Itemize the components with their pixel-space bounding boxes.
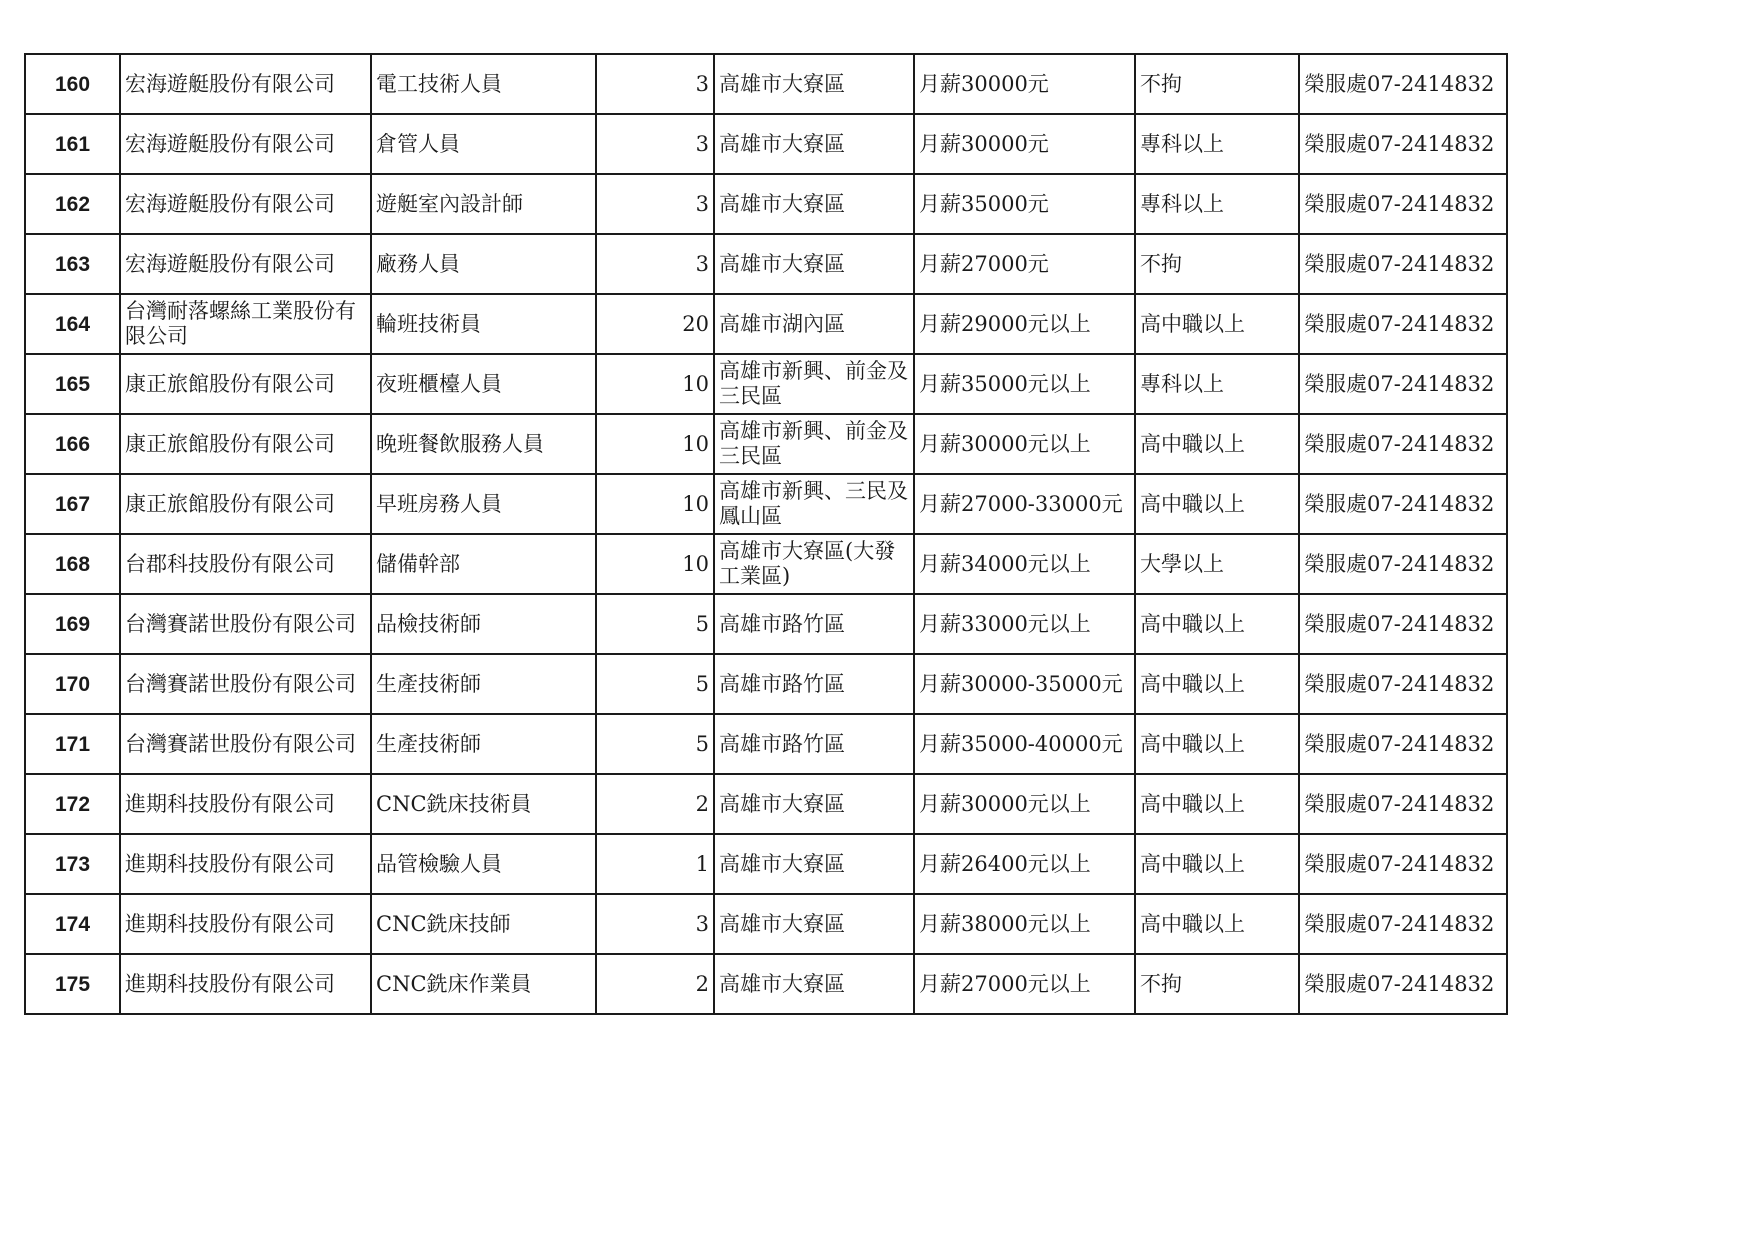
table-row xyxy=(25,294,1507,354)
work-location-cell: 高雄市大寮區 xyxy=(714,894,914,954)
salary-cell: 月薪30000元 xyxy=(914,114,1135,174)
work-location-cell: 高雄市新興、前金及三民區 xyxy=(714,354,914,414)
job-title-cell: 早班房務人員 xyxy=(371,474,596,534)
company-name-cell: 康正旅館股份有限公司 xyxy=(120,354,371,414)
company-name-cell: 康正旅館股份有限公司 xyxy=(120,474,371,534)
contact-info-cell: 榮服處07-2414832 xyxy=(1299,234,1507,294)
company-name-cell: 宏海遊艇股份有限公司 xyxy=(120,54,371,114)
education-requirement-cell: 專科以上 xyxy=(1135,114,1299,174)
openings-count-cell: 5 xyxy=(596,594,714,654)
contact-info-cell: 榮服處07-2414832 xyxy=(1299,354,1507,414)
openings-count-cell: 3 xyxy=(596,54,714,114)
company-name-cell: 宏海遊艇股份有限公司 xyxy=(120,174,371,234)
table-row xyxy=(25,414,1507,474)
row-number-cell: 162 xyxy=(25,174,120,234)
job-listings-table xyxy=(24,53,1508,1015)
contact-info-cell: 榮服處07-2414832 xyxy=(1299,954,1507,1014)
company-name-cell: 台郡科技股份有限公司 xyxy=(120,534,371,594)
work-location-cell: 高雄市大寮區(大發工業區) xyxy=(714,534,914,594)
company-name-cell: 進期科技股份有限公司 xyxy=(120,834,371,894)
contact-info-cell: 榮服處07-2414832 xyxy=(1299,114,1507,174)
openings-count-cell: 2 xyxy=(596,954,714,1014)
openings-count-cell: 10 xyxy=(596,354,714,414)
work-location-cell: 高雄市湖內區 xyxy=(714,294,914,354)
work-location-cell: 高雄市大寮區 xyxy=(714,954,914,1014)
contact-info-cell: 榮服處07-2414832 xyxy=(1299,774,1507,834)
row-number-cell: 170 xyxy=(25,654,120,714)
education-requirement-cell: 高中職以上 xyxy=(1135,474,1299,534)
table-row xyxy=(25,714,1507,774)
work-location-cell: 高雄市新興、三民及鳳山區 xyxy=(714,474,914,534)
job-title-cell: CNC銑床技師 xyxy=(371,894,596,954)
row-number-cell: 164 xyxy=(25,294,120,354)
salary-cell: 月薪35000-40000元 xyxy=(914,714,1135,774)
education-requirement-cell: 高中職以上 xyxy=(1135,894,1299,954)
openings-count-cell: 5 xyxy=(596,714,714,774)
education-requirement-cell: 高中職以上 xyxy=(1135,714,1299,774)
table-row xyxy=(25,174,1507,234)
openings-count-cell: 3 xyxy=(596,174,714,234)
work-location-cell: 高雄市大寮區 xyxy=(714,834,914,894)
job-title-cell: 生產技術師 xyxy=(371,654,596,714)
education-requirement-cell: 專科以上 xyxy=(1135,174,1299,234)
contact-info-cell: 榮服處07-2414832 xyxy=(1299,534,1507,594)
job-title-cell: 廠務人員 xyxy=(371,234,596,294)
table-row xyxy=(25,54,1507,114)
salary-cell: 月薪30000元以上 xyxy=(914,774,1135,834)
row-number-cell: 171 xyxy=(25,714,120,774)
education-requirement-cell: 大學以上 xyxy=(1135,534,1299,594)
row-number-cell: 161 xyxy=(25,114,120,174)
education-requirement-cell: 不拘 xyxy=(1135,54,1299,114)
row-number-cell: 174 xyxy=(25,894,120,954)
salary-cell: 月薪29000元以上 xyxy=(914,294,1135,354)
table-row xyxy=(25,354,1507,414)
company-name-cell: 進期科技股份有限公司 xyxy=(120,894,371,954)
salary-cell: 月薪35000元 xyxy=(914,174,1135,234)
openings-count-cell: 10 xyxy=(596,414,714,474)
company-name-cell: 台灣賽諾世股份有限公司 xyxy=(120,654,371,714)
work-location-cell: 高雄市大寮區 xyxy=(714,234,914,294)
salary-cell: 月薪27000元 xyxy=(914,234,1135,294)
education-requirement-cell: 不拘 xyxy=(1135,954,1299,1014)
work-location-cell: 高雄市路竹區 xyxy=(714,654,914,714)
row-number-cell: 169 xyxy=(25,594,120,654)
table-row xyxy=(25,114,1507,174)
row-number-cell: 168 xyxy=(25,534,120,594)
row-number-cell: 167 xyxy=(25,474,120,534)
row-number-cell: 172 xyxy=(25,774,120,834)
salary-cell: 月薪30000元以上 xyxy=(914,414,1135,474)
row-number-cell: 173 xyxy=(25,834,120,894)
job-title-cell: 晚班餐飲服務人員 xyxy=(371,414,596,474)
job-title-cell: 電工技術人員 xyxy=(371,54,596,114)
row-number-cell: 166 xyxy=(25,414,120,474)
salary-cell: 月薪27000元以上 xyxy=(914,954,1135,1014)
openings-count-cell: 3 xyxy=(596,114,714,174)
job-title-cell: 遊艇室內設計師 xyxy=(371,174,596,234)
table-row xyxy=(25,774,1507,834)
contact-info-cell: 榮服處07-2414832 xyxy=(1299,174,1507,234)
work-location-cell: 高雄市大寮區 xyxy=(714,174,914,234)
education-requirement-cell: 高中職以上 xyxy=(1135,774,1299,834)
openings-count-cell: 3 xyxy=(596,234,714,294)
table-row xyxy=(25,834,1507,894)
education-requirement-cell: 高中職以上 xyxy=(1135,834,1299,894)
contact-info-cell: 榮服處07-2414832 xyxy=(1299,474,1507,534)
table-row xyxy=(25,894,1507,954)
job-title-cell: 倉管人員 xyxy=(371,114,596,174)
work-location-cell: 高雄市大寮區 xyxy=(714,54,914,114)
contact-info-cell: 榮服處07-2414832 xyxy=(1299,594,1507,654)
contact-info-cell: 榮服處07-2414832 xyxy=(1299,714,1507,774)
salary-cell: 月薪38000元以上 xyxy=(914,894,1135,954)
company-name-cell: 進期科技股份有限公司 xyxy=(120,774,371,834)
salary-cell: 月薪33000元以上 xyxy=(914,594,1135,654)
contact-info-cell: 榮服處07-2414832 xyxy=(1299,54,1507,114)
table-body xyxy=(25,54,1507,1014)
row-number-cell: 163 xyxy=(25,234,120,294)
salary-cell: 月薪35000元以上 xyxy=(914,354,1135,414)
company-name-cell: 台灣賽諾世股份有限公司 xyxy=(120,594,371,654)
job-title-cell: 品管檢驗人員 xyxy=(371,834,596,894)
openings-count-cell: 1 xyxy=(596,834,714,894)
openings-count-cell: 10 xyxy=(596,534,714,594)
work-location-cell: 高雄市路竹區 xyxy=(714,594,914,654)
salary-cell: 月薪30000-35000元 xyxy=(914,654,1135,714)
table-row xyxy=(25,594,1507,654)
openings-count-cell: 10 xyxy=(596,474,714,534)
education-requirement-cell: 高中職以上 xyxy=(1135,414,1299,474)
salary-cell: 月薪34000元以上 xyxy=(914,534,1135,594)
table-row xyxy=(25,534,1507,594)
job-title-cell: 儲備幹部 xyxy=(371,534,596,594)
job-title-cell: CNC銑床作業員 xyxy=(371,954,596,1014)
education-requirement-cell: 高中職以上 xyxy=(1135,654,1299,714)
company-name-cell: 台灣賽諾世股份有限公司 xyxy=(120,714,371,774)
work-location-cell: 高雄市大寮區 xyxy=(714,114,914,174)
education-requirement-cell: 不拘 xyxy=(1135,234,1299,294)
company-name-cell: 進期科技股份有限公司 xyxy=(120,954,371,1014)
salary-cell: 月薪27000-33000元 xyxy=(914,474,1135,534)
table-row xyxy=(25,654,1507,714)
contact-info-cell: 榮服處07-2414832 xyxy=(1299,654,1507,714)
contact-info-cell: 榮服處07-2414832 xyxy=(1299,294,1507,354)
education-requirement-cell: 高中職以上 xyxy=(1135,294,1299,354)
row-number-cell: 160 xyxy=(25,54,120,114)
contact-info-cell: 榮服處07-2414832 xyxy=(1299,894,1507,954)
openings-count-cell: 20 xyxy=(596,294,714,354)
salary-cell: 月薪26400元以上 xyxy=(914,834,1135,894)
company-name-cell: 康正旅館股份有限公司 xyxy=(120,414,371,474)
work-location-cell: 高雄市新興、前金及三民區 xyxy=(714,414,914,474)
job-title-cell: CNC銑床技術員 xyxy=(371,774,596,834)
company-name-cell: 宏海遊艇股份有限公司 xyxy=(120,234,371,294)
job-title-cell: 生產技術師 xyxy=(371,714,596,774)
company-name-cell: 宏海遊艇股份有限公司 xyxy=(120,114,371,174)
row-number-cell: 165 xyxy=(25,354,120,414)
education-requirement-cell: 專科以上 xyxy=(1135,354,1299,414)
table-row xyxy=(25,474,1507,534)
company-name-cell: 台灣耐落螺絲工業股份有限公司 xyxy=(120,294,371,354)
job-title-cell: 品檢技術師 xyxy=(371,594,596,654)
openings-count-cell: 3 xyxy=(596,894,714,954)
work-location-cell: 高雄市大寮區 xyxy=(714,774,914,834)
job-title-cell: 夜班櫃檯人員 xyxy=(371,354,596,414)
contact-info-cell: 榮服處07-2414832 xyxy=(1299,834,1507,894)
work-location-cell: 高雄市路竹區 xyxy=(714,714,914,774)
salary-cell: 月薪30000元 xyxy=(914,54,1135,114)
openings-count-cell: 5 xyxy=(596,654,714,714)
education-requirement-cell: 高中職以上 xyxy=(1135,594,1299,654)
row-number-cell: 175 xyxy=(25,954,120,1014)
contact-info-cell: 榮服處07-2414832 xyxy=(1299,414,1507,474)
table-row xyxy=(25,234,1507,294)
table-row xyxy=(25,954,1507,1014)
job-title-cell: 輪班技術員 xyxy=(371,294,596,354)
openings-count-cell: 2 xyxy=(596,774,714,834)
